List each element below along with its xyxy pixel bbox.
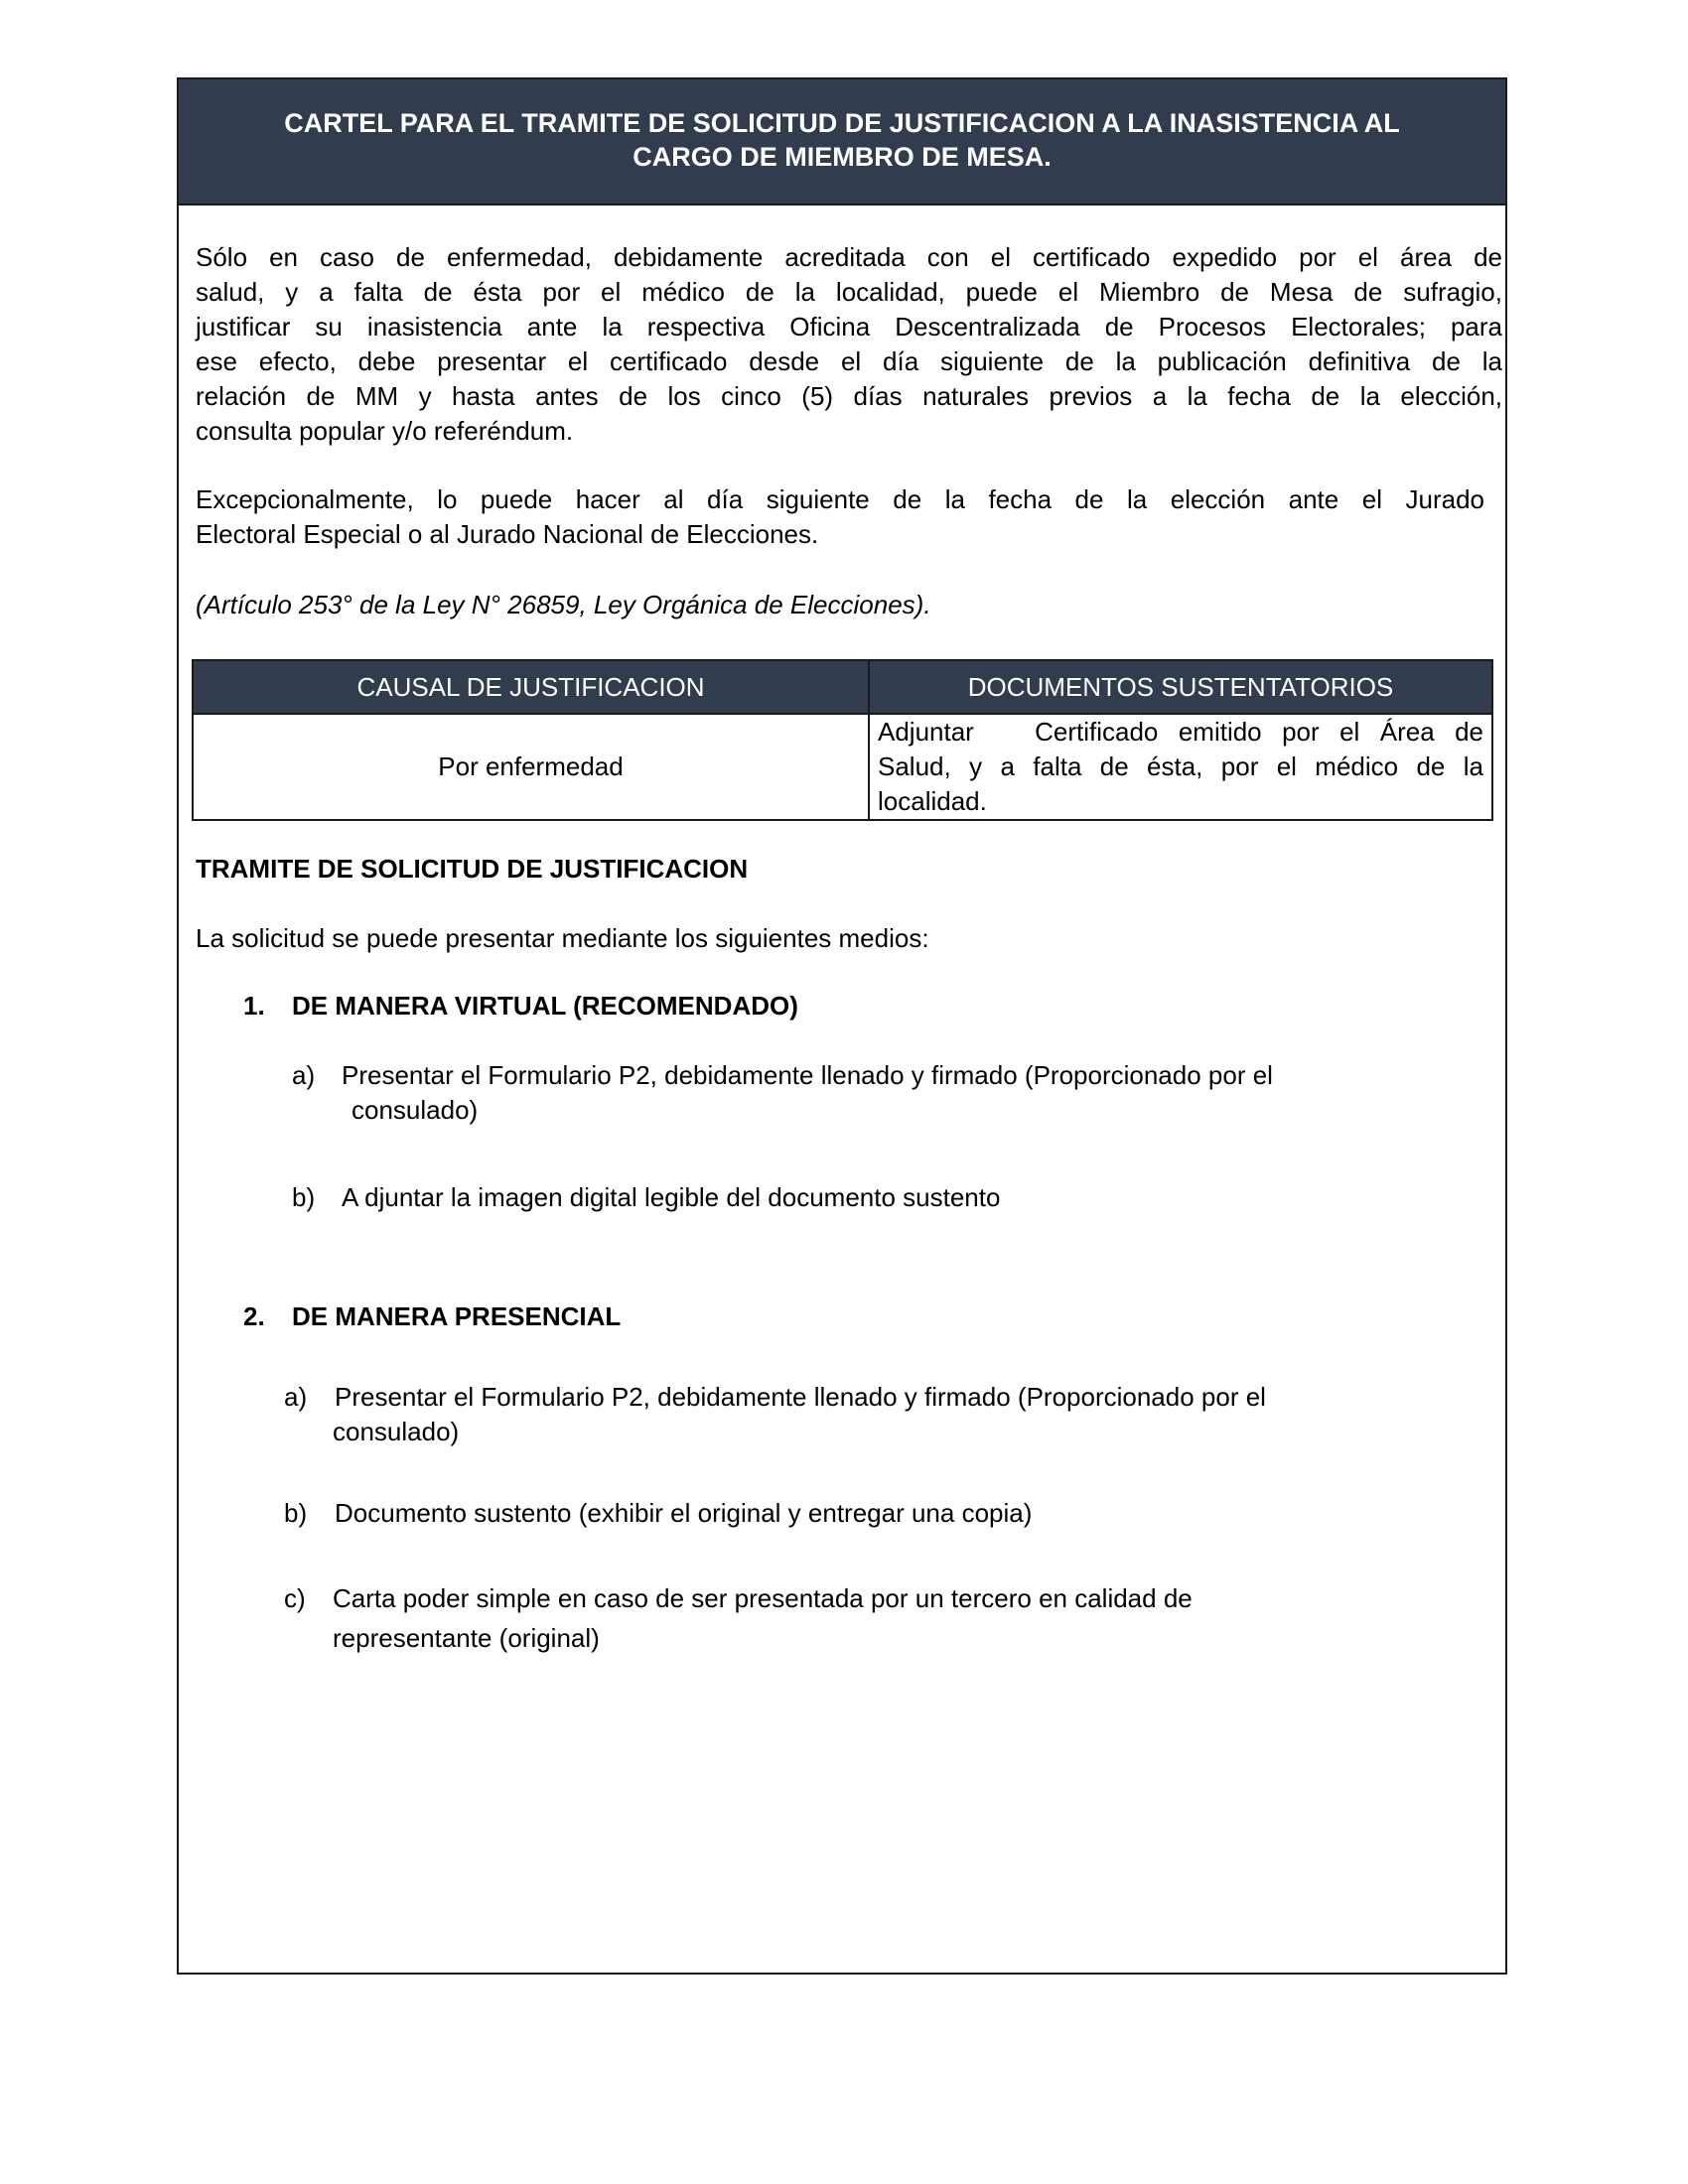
paragraph-line: justificar su inasistencia ante la respectiva Oficina Descentralizada de Procesos Electorales; para bbox=[196, 312, 1502, 341]
paragraph-line: relación de MM y hasta antes de los cinco (5) días naturales previos a la fecha de la elección, bbox=[196, 381, 1502, 411]
section-2-number: 2. bbox=[243, 1301, 265, 1331]
paragraph-line: salud, y a falta de ésta por el médico de la localidad, puede el Miembro de Mesa de sufragio, bbox=[196, 277, 1502, 307]
section-2-title: DE MANERA PRESENCIAL bbox=[292, 1301, 622, 1331]
paragraph-line: Excepcionalmente, lo puede hacer al día siguiente de la fecha de la elección ante el Jurado bbox=[196, 484, 1484, 514]
poster-title-line-2: CARGO DE MIEMBRO DE MESA. bbox=[633, 142, 1052, 172]
section-2-item-c-marker: c) bbox=[284, 1583, 306, 1613]
section-1-item-a-line-1: Presentar el Formulario P2, debidamente llenado y firmado (Proporcionado por el bbox=[342, 1060, 1273, 1090]
intro-paragraph-2 bbox=[196, 482, 1484, 552]
table-row bbox=[193, 714, 1492, 820]
poster-header bbox=[177, 77, 1507, 205]
section-1-title: DE MANERA VIRTUAL (RECOMENDADO) bbox=[292, 991, 798, 1021]
column-header-causal: CAUSAL DE JUSTIFICACION bbox=[193, 660, 869, 714]
section-2-item-c-line-1: Carta poder simple en caso de ser presentada por un tercero en calidad de bbox=[333, 1583, 1193, 1613]
section-1-item-b-line-1: A djuntar la imagen digital legible del documento sustento bbox=[342, 1182, 1001, 1212]
cell-line: localidad. bbox=[878, 786, 987, 816]
section-2-item-b-line-1: Documento sustento (exhibir el original y entregar una copia) bbox=[335, 1498, 1033, 1528]
paragraph-line: consulta popular y/o referéndum. bbox=[196, 416, 574, 446]
section-2-item-a-line-1: Presentar el Formulario P2, debidamente llenado y firmado (Proporcionado por el bbox=[335, 1382, 1266, 1412]
section-2-item-b-marker: b) bbox=[284, 1498, 308, 1528]
section-1-number: 1. bbox=[243, 991, 265, 1021]
cell-causal: Por enfermedad bbox=[193, 714, 869, 820]
intro-paragraph-1 bbox=[196, 240, 1502, 449]
section-1-item-b-marker: b) bbox=[292, 1182, 316, 1212]
section-2-item-c-line-2: representante (original) bbox=[333, 1623, 600, 1653]
section-2-item-a-line-2: consulado) bbox=[333, 1417, 460, 1446]
section-1-item-a-marker: a) bbox=[292, 1060, 316, 1090]
section-1-item-a-line-2: consulado) bbox=[352, 1095, 479, 1125]
cell-documentos bbox=[869, 714, 1492, 820]
tramite-heading: TRAMITE DE SOLICITUD DE JUSTIFICACION bbox=[196, 854, 749, 884]
paragraph-line: Electoral Especial o al Jurado Nacional de Elecciones. bbox=[196, 519, 819, 549]
paragraph-line: ese efecto, debe presentar el certificado desde el día siguiente de la publicación definitiva de la bbox=[196, 346, 1502, 376]
paragraph-line: Sólo en caso de enfermedad, debidamente acreditada con el certificado expedido por el área de bbox=[196, 242, 1502, 272]
cell-line: Salud, y a falta de ésta, por el médico de la bbox=[878, 751, 1483, 781]
poster-title-line-1: CARTEL PARA EL TRAMITE DE SOLICITUD DE JUSTIFICACION A LA INASISTENCIA AL bbox=[284, 108, 1400, 138]
cell-line: Adjuntar Certificado emitido por el Área de bbox=[878, 717, 1483, 747]
law-citation: (Artículo 253° de la Ley N° 26859, Ley Orgánica de Elecciones). bbox=[196, 590, 931, 619]
tramite-intro: La solicitud se puede presentar mediante los siguientes medios: bbox=[196, 923, 929, 953]
column-header-documentos: DOCUMENTOS SUSTENTATORIOS bbox=[869, 660, 1492, 714]
table-header-row bbox=[193, 660, 1492, 714]
justification-table bbox=[192, 659, 1493, 821]
section-2-item-a-marker: a) bbox=[284, 1382, 308, 1412]
